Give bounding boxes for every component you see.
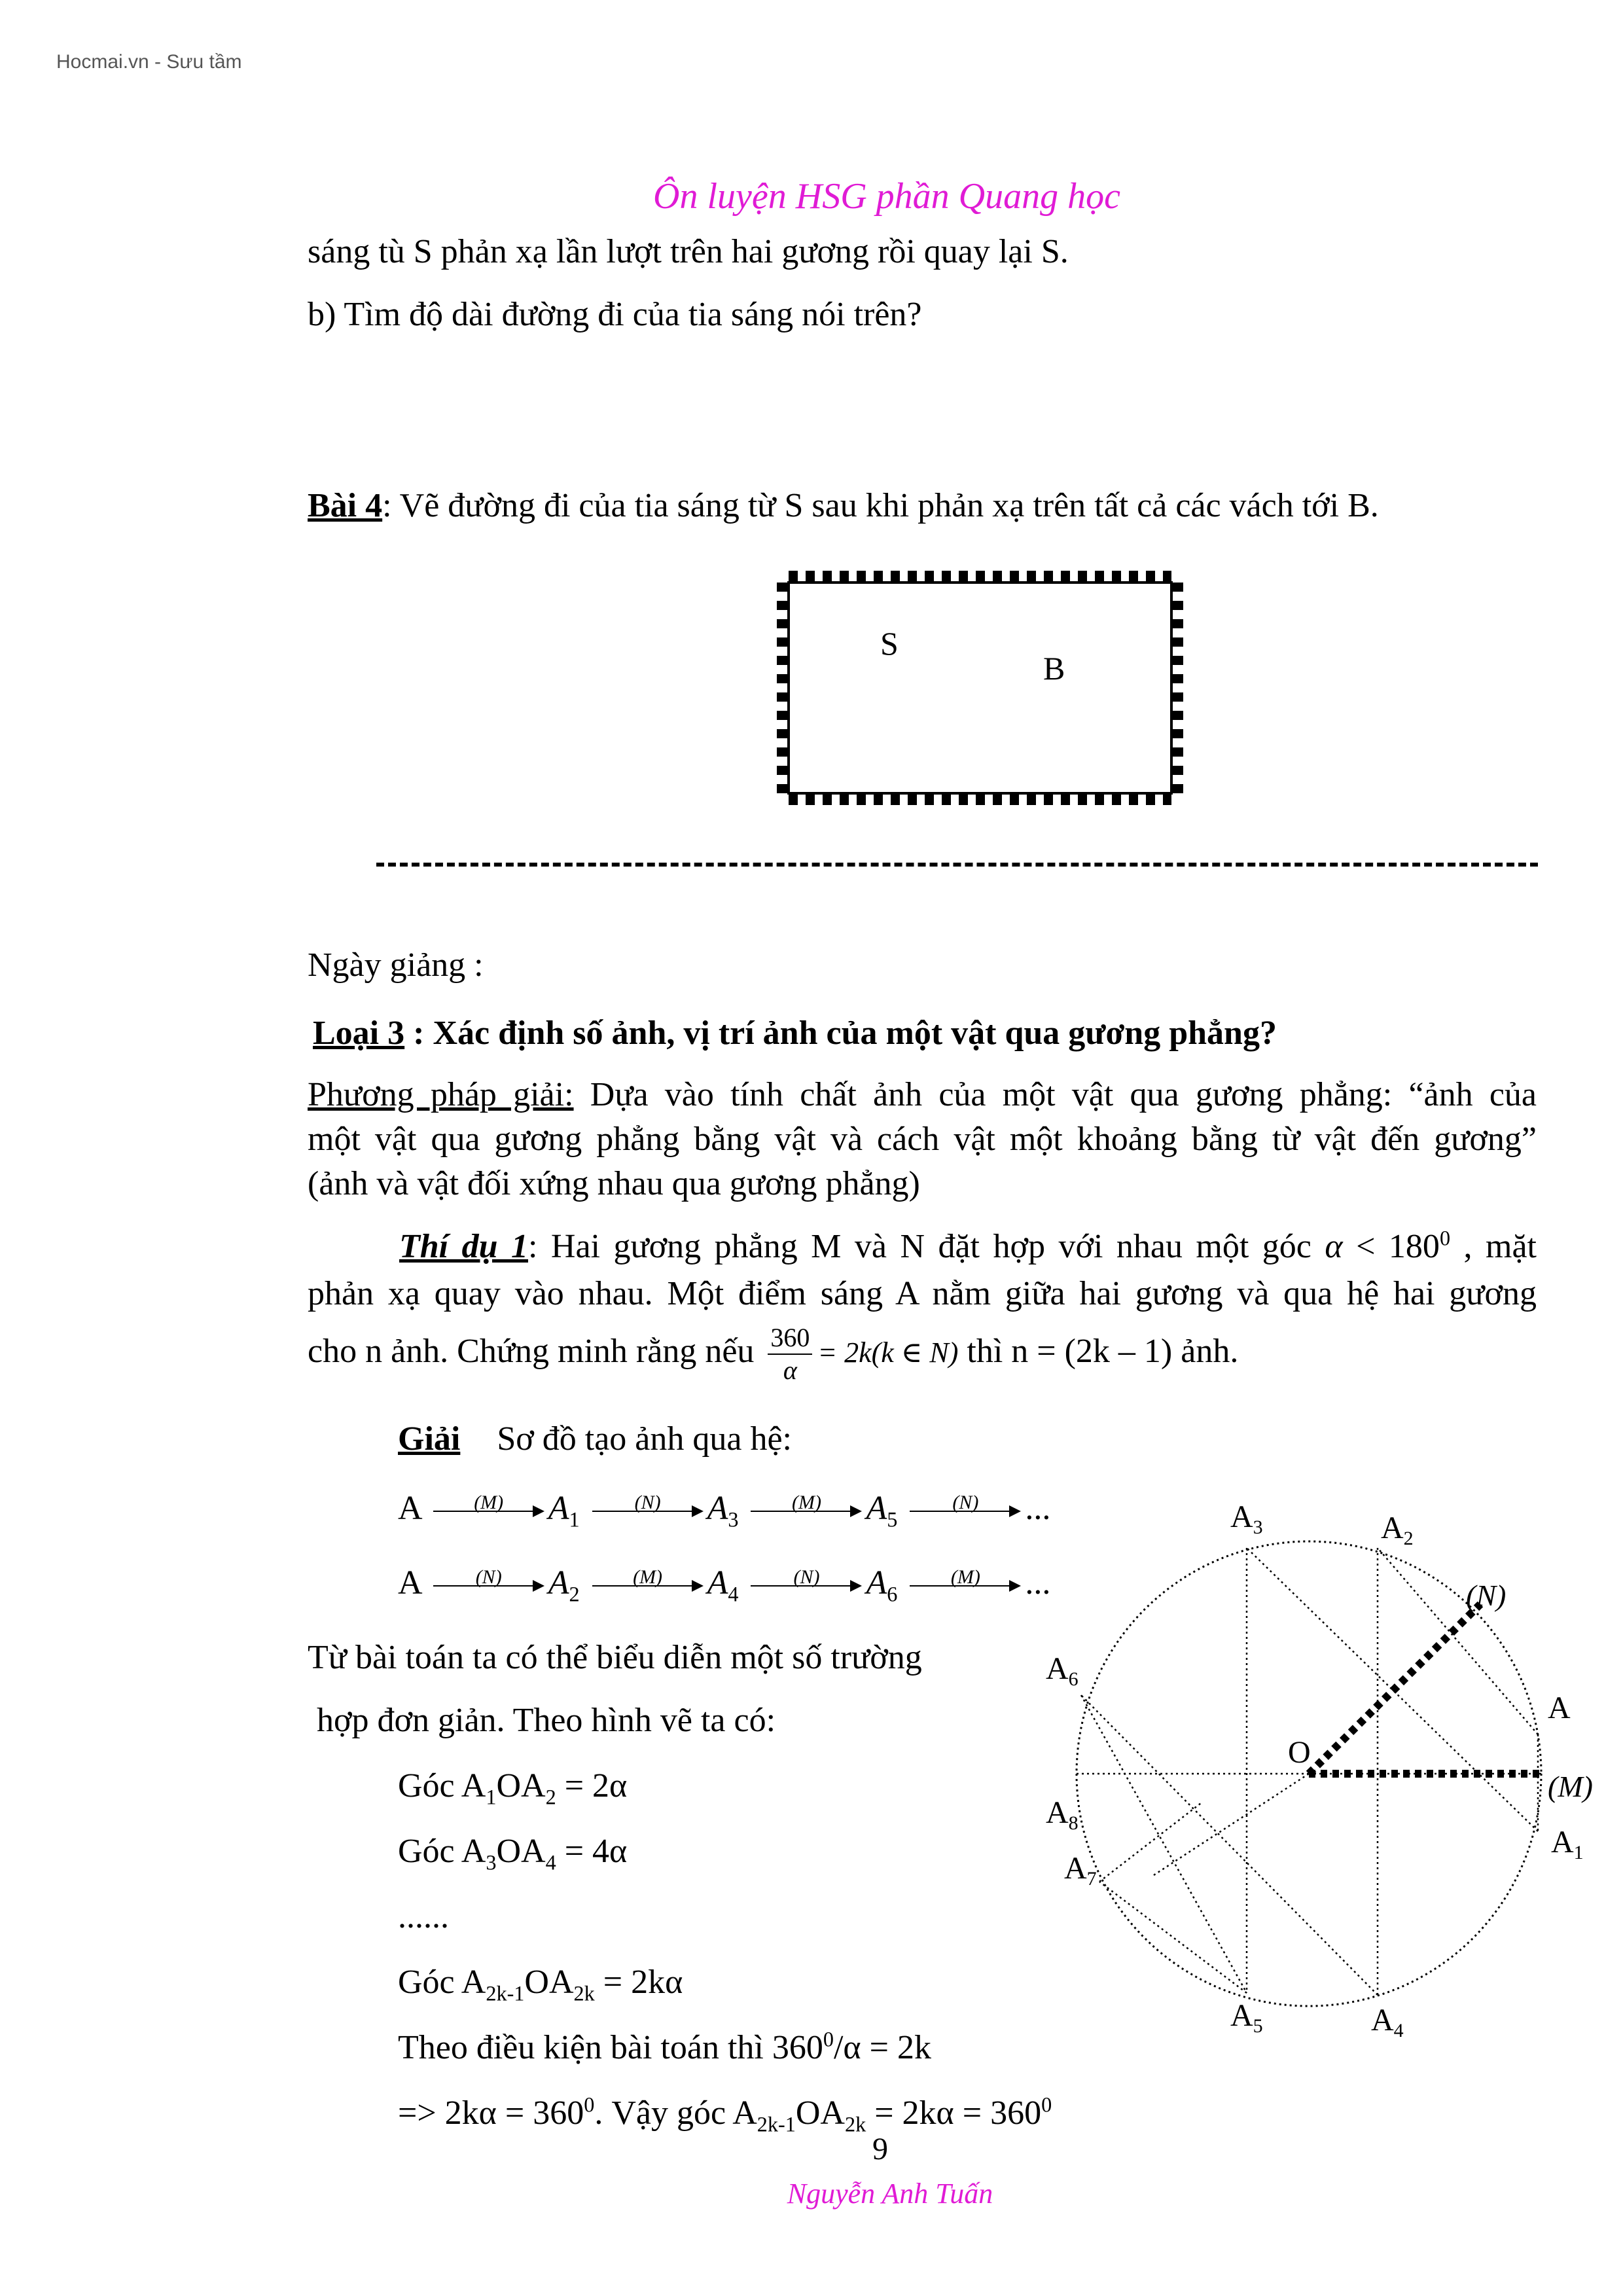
point-a-label: A: [1548, 1691, 1571, 1725]
example1-text-c: , mặt: [1450, 1228, 1537, 1265]
chain2-image-1: A: [548, 1564, 569, 1602]
point-o-label: O: [1288, 1735, 1311, 1770]
chain1-start: A: [398, 1490, 421, 1527]
bai4-text: : Vẽ đường đi của tia sáng từ S sau khi phản xạ trên tất cả các vách tới B.: [382, 487, 1379, 524]
chain1-arrow-1-label: (M): [474, 1492, 504, 1514]
chain2-start: A: [398, 1564, 421, 1602]
chain2-arrow-1: [433, 1566, 544, 1592]
example1-text-b: < 180: [1342, 1228, 1440, 1265]
mirror-m-label: (M): [1548, 1770, 1593, 1803]
page-number: 9: [872, 2132, 888, 2166]
page-header-title: Ôn luyện HSG phần Quang học: [653, 176, 1120, 217]
chain1-arrow-1: [433, 1492, 544, 1518]
chain1-image-1: A: [548, 1490, 569, 1527]
line-a7-a8: [1099, 1803, 1201, 1882]
line-a6-a5: [1081, 1695, 1247, 1993]
chain1-ellipsis: ...: [1025, 1490, 1051, 1527]
fraction-numerator: 360: [768, 1322, 812, 1355]
line-a4-a6: [1081, 1695, 1378, 1995]
angle-eq-2: Góc $A_3OA_4 = 4\alpha$: [398, 1833, 628, 1874]
example1-line-1: [399, 1225, 1537, 1268]
chain1-arrow-4: [910, 1492, 1021, 1518]
chain1-image-2: A: [707, 1490, 728, 1527]
watermark: Hocmai.vn - Sưu tầm: [56, 51, 242, 73]
angle-eq-dots: ......: [398, 1898, 449, 1935]
chain1-image-1-sub: 1: [569, 1507, 580, 1532]
chain2-arrow-2-label: (M): [633, 1566, 663, 1588]
chain2-image-3-sub: 6: [887, 1582, 898, 1606]
line-a-a2: [1378, 1548, 1538, 1734]
chain2-arrow-2: [592, 1566, 704, 1592]
example1-line-3: [308, 1316, 1238, 1389]
image-chain-1: [398, 1487, 1050, 1530]
example1-text-3a: cho n ảnh. Chứng minh rằng nếu: [308, 1333, 755, 1370]
bai4-label: Bài 4: [308, 487, 383, 524]
chain2-image-1-sub: 2: [569, 1582, 580, 1606]
result-line: => $2k\alpha = 360^0$. Vậy góc $A_{2k-1}OA_{2k} = 2k\alpha = 360^0$: [398, 2092, 1052, 2136]
angle-eq-3: Góc $A_{2k-1}OA_{2k} = 2k\alpha$: [398, 1964, 683, 2005]
point-a1-label: $A_1$: [1551, 1825, 1584, 1863]
loai3-label: Loại 3: [313, 1014, 405, 1052]
footer-author: Nguyễn Anh Tuấn: [787, 2178, 993, 2210]
method-text-1: Dựa vào tính chất ảnh của một vật qua gương phẳng: “ảnh của: [573, 1076, 1537, 1113]
fraction-denominator: α: [783, 1355, 797, 1386]
chain2-arrow-1-label: (N): [475, 1566, 502, 1588]
mirror-figure: [1034, 1473, 1597, 2062]
example1-text-3c: thì n = (2k – 1) ảnh.: [958, 1333, 1239, 1370]
intro-line-1: sáng tù S phản xạ lần lượt trên hai gương rồi quay lại S.: [308, 233, 1069, 270]
point-a6-label: $A_6$: [1046, 1651, 1079, 1690]
example1-line-2: phản xạ quay vào nhau. Một điểm sáng A nằm giữa hai gương và qua hệ hai gương: [308, 1275, 1537, 1312]
solution-title: Sơ đồ tạo ảnh qua hệ:: [497, 1420, 792, 1458]
fraction-360-alpha: [768, 1322, 812, 1386]
method-line-1: [308, 1073, 1537, 1117]
angle-eq-1: Góc $A_1OA_2 = 2\alpha$: [398, 1767, 628, 1809]
point-s-label: S: [880, 625, 899, 662]
point-a3-label: $A_3$: [1230, 1499, 1263, 1538]
chain2-image-2: A: [707, 1564, 728, 1602]
loai3-heading: [313, 1012, 1277, 1055]
method-line-2: một vật qua gương phẳng bằng vật và cách vật một khoảng bằng từ vật đến gương”: [308, 1121, 1537, 1158]
room-diagram: [772, 563, 1198, 812]
chain2-image-3: A: [866, 1564, 887, 1602]
solution-heading: [398, 1418, 792, 1461]
image-chain-2: [398, 1562, 1050, 1605]
point-a7-label: $A_7$: [1064, 1851, 1097, 1890]
mirror-n-label: (N): [1466, 1579, 1507, 1612]
solution-para-1: Từ bài toán ta có thể biểu diễn một số trường: [308, 1639, 922, 1676]
method-line-3: (ảnh và vật đối xứng nhau qua gương phẳng): [308, 1165, 920, 1202]
point-a8-label: $A_8$: [1046, 1795, 1079, 1834]
point-a4-label: $A_4$: [1371, 2003, 1404, 2041]
room-outline: [789, 583, 1171, 793]
chain1-image-2-sub: 3: [728, 1507, 739, 1532]
chain1-image-3-sub: 5: [887, 1507, 898, 1532]
mirror-n: [1309, 1604, 1480, 1774]
chain2-arrow-3-label: (N): [793, 1566, 820, 1588]
degree-sup: 0: [1439, 1226, 1451, 1250]
point-a2-label: $A_2$: [1381, 1511, 1414, 1549]
example1-text-a: : Hai gương phẳng M và N đặt hợp với nhau một góc: [528, 1228, 1325, 1265]
chain2-ellipsis: ...: [1025, 1564, 1051, 1602]
point-a5-label: $A_5$: [1230, 1998, 1263, 2037]
line-o-a8: [1154, 1774, 1309, 1875]
chain2-arrow-3: [751, 1566, 862, 1592]
method-label: Phương pháp giải:: [308, 1076, 574, 1113]
line-a5-a7: [1099, 1882, 1247, 1993]
chain1-arrow-2-label: (N): [634, 1492, 661, 1514]
example1-label: Thí dụ 1: [399, 1228, 528, 1265]
ngay-giang: Ngày giảng :: [308, 946, 484, 984]
chain1-arrow-3: [751, 1492, 862, 1518]
section-separator: [376, 863, 1538, 867]
bai4-line: [308, 484, 1379, 528]
chain1-arrow-3-label: (M): [791, 1492, 821, 1514]
alpha-symbol: α: [1325, 1228, 1343, 1265]
condition-line: Theo điều kiện bài toán thì $360^0/\alpha = 2k$: [398, 2027, 932, 2066]
chain1-image-3: A: [866, 1490, 887, 1527]
chain1-arrow-4-label: (N): [952, 1492, 979, 1514]
chain2-arrow-4: [910, 1566, 1021, 1592]
point-b-label: B: [1043, 650, 1065, 687]
chain1-arrow-2: [592, 1492, 704, 1518]
solution-label: Giải: [398, 1420, 461, 1458]
chain2-image-2-sub: 4: [728, 1582, 739, 1606]
solution-para-2: hợp đơn giản. Theo hình vẽ ta có:: [317, 1702, 776, 1739]
example1-formula: = 2k(k ∈ N): [817, 1336, 959, 1369]
loai3-text: : Xác định số ảnh, vị trí ảnh của một vật qua gương phẳng?: [404, 1014, 1277, 1052]
intro-line-2: b) Tìm độ dài đường đi của tia sáng nói trên?: [308, 296, 922, 333]
chain2-arrow-4-label: (M): [950, 1566, 980, 1588]
